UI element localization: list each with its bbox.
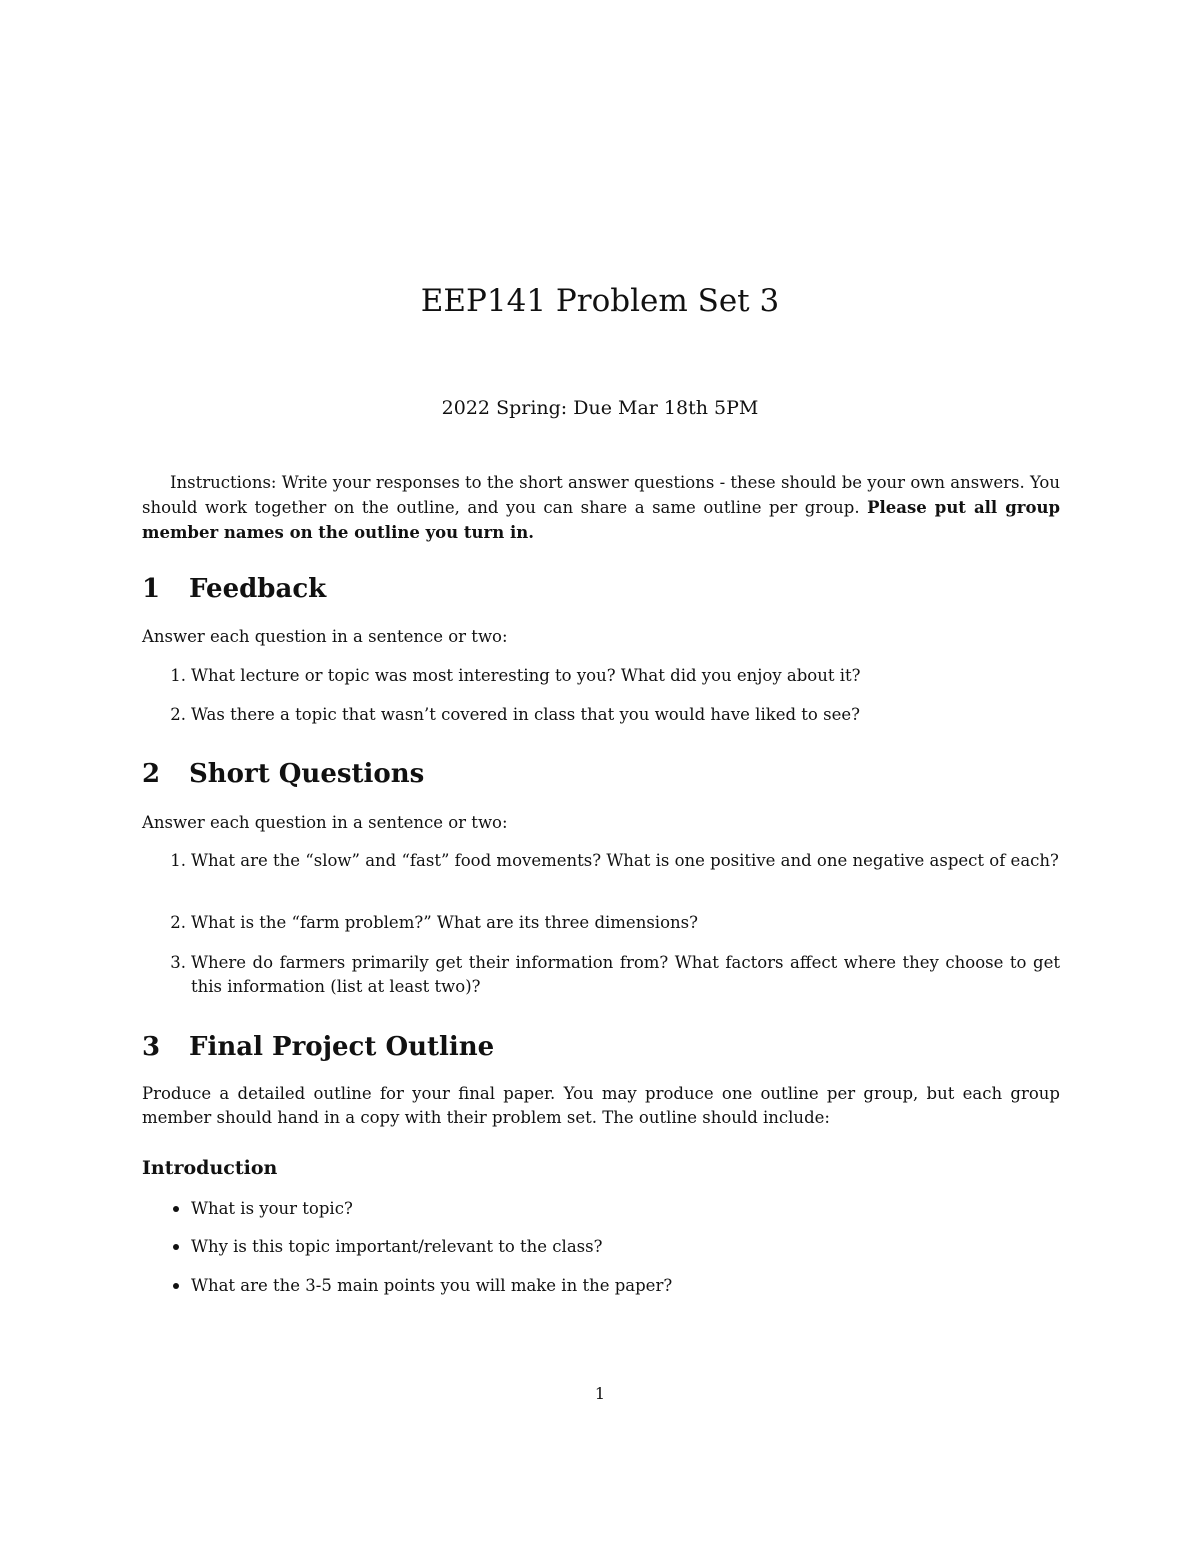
bullet-item-text: What are the 3-5 main points you will make in the paper?: [191, 1276, 673, 1295]
section-intro: Answer each question in a sentence or two:: [142, 627, 508, 646]
list-item-text: Where do farmers primarily get their information from? What factors affect where they choose to get this information (list at least two)?: [191, 953, 1060, 996]
document-subtitle: 2022 Spring: Due Mar 18th 5PM: [441, 397, 759, 419]
section-title: Short Questions: [189, 759, 425, 789]
bullet-dot-icon: [173, 1244, 179, 1250]
bullet-item: [160, 1235, 1060, 1259]
list-item-text: What is the “farm problem?” What are its three dimensions?: [191, 913, 698, 932]
section-heading-short-questions: [142, 759, 424, 789]
list-item: [160, 849, 1060, 873]
list-item: [160, 911, 1060, 935]
section-number: 2: [142, 759, 161, 789]
list-marker: 2.: [170, 913, 186, 932]
list-marker: 2.: [170, 705, 186, 724]
bullet-item: [160, 1274, 1060, 1298]
section-title: Feedback: [189, 574, 327, 604]
section-intro: Produce a detailed outline for your final paper. You may produce one outline per group, but each group member should hand in a copy with their problem set. The outline should include:: [142, 1084, 1060, 1127]
list-marker: 1.: [170, 666, 186, 685]
bullet-item: [160, 1197, 1060, 1221]
instructions-bold-note: Please put all group member names on the outline you turn in.: [142, 498, 1060, 542]
instructions-paragraph: [142, 470, 1060, 545]
list-marker: 1.: [170, 851, 186, 870]
list-item-text: What are the “slow” and “fast” food movements? What is one positive and one negative aspect of each?: [191, 851, 1059, 870]
instructions-text: Instructions: Write your responses to the short answer questions - these should be your own answers. You should work together on the outline, and you can share a same outline per group.: [142, 473, 1060, 517]
list-marker: 3.: [170, 953, 186, 972]
bullet-dot-icon: [173, 1206, 179, 1212]
list-item: [160, 703, 1060, 727]
document-title: EEP141 Problem Set 3: [420, 283, 780, 319]
bullet-item-text: Why is this topic important/relevant to the class?: [191, 1237, 603, 1256]
section-intro: Answer each question in a sentence or two:: [142, 813, 508, 832]
list-item-text: What lecture or topic was most interesting to you? What did you enjoy about it?: [191, 666, 861, 685]
list-item-text: Was there a topic that wasn’t covered in class that you would have liked to see?: [191, 705, 860, 724]
section-title: Final Project Outline: [189, 1032, 495, 1062]
bullet-item-text: What is your topic?: [191, 1199, 353, 1218]
section-heading-feedback: [142, 574, 326, 604]
page-number: 1: [594, 1384, 606, 1403]
section-number: 3: [142, 1032, 161, 1062]
list-item: [160, 951, 1060, 999]
section-number: 1: [142, 574, 161, 604]
section-heading-final-project-outline: [142, 1032, 494, 1062]
subsection-heading-introduction: Introduction: [142, 1157, 278, 1179]
bullet-dot-icon: [173, 1283, 179, 1289]
list-item: [160, 664, 1060, 688]
